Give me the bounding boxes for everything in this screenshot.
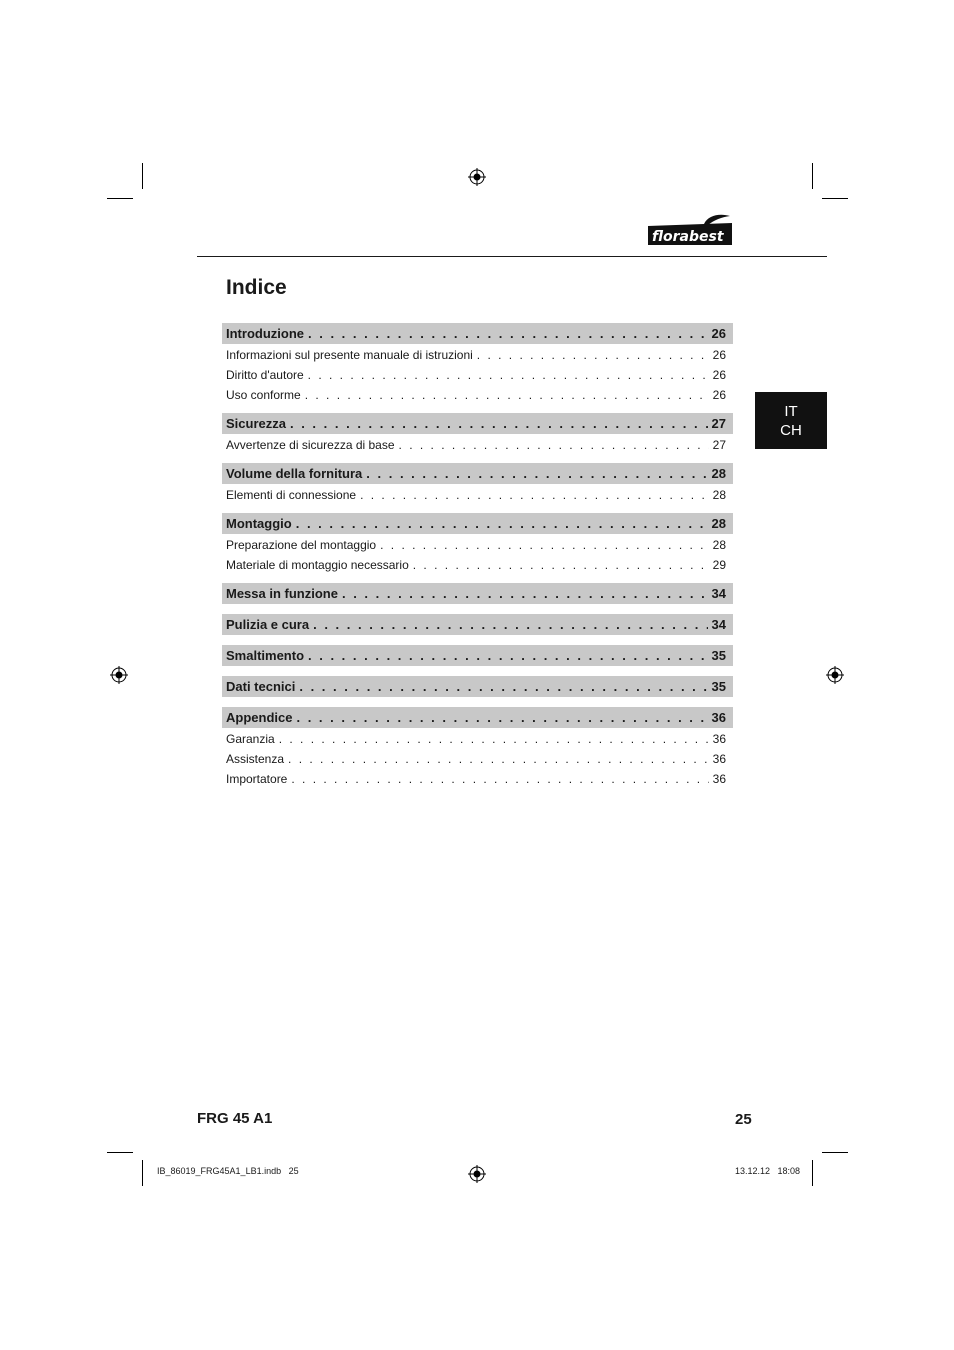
toc-section-page: 36 [711,710,726,725]
toc-item-row [222,729,733,749]
dot-leader [413,558,709,572]
toc-section-page: 34 [711,617,726,632]
toc-section-title: Volume della fornitura [226,466,363,481]
dot-leader [477,348,709,362]
toc-section-title: Appendice [226,710,293,725]
toc-item-title: Preparazione del montaggio [226,538,377,552]
dot-leader [308,368,709,382]
toc-section-row [222,645,733,666]
dot-leader [279,732,709,746]
toc-section-page: 28 [711,516,726,531]
toc-item-page: 26 [712,368,726,382]
toc-section-page: 26 [711,326,726,341]
svg-text:florabest: florabest [652,229,724,245]
dot-leader [296,516,708,531]
toc-item-page: 36 [712,752,726,766]
crop-mark [142,163,143,189]
toc-section-page: 34 [711,586,726,601]
crop-mark [822,1152,848,1153]
toc-section-page: 35 [711,648,726,663]
language-code-it: IT [784,402,798,420]
toc-section-row [222,513,733,534]
toc-item-title: Uso conforme [226,388,301,402]
toc-item-row [222,365,733,385]
table-of-contents [222,323,733,789]
header-rule [197,256,827,257]
registration-mark-icon [110,666,128,684]
page-number: 25 [735,1111,752,1128]
toc-item-row [222,749,733,769]
dot-leader [308,326,708,341]
registration-mark-icon [468,1165,486,1183]
toc-item-page: 26 [712,348,726,362]
dot-leader [308,648,708,663]
toc-section-row [222,413,733,434]
toc-section-page: 35 [711,679,726,694]
crop-mark [142,1160,143,1186]
toc-section-row [222,676,733,697]
registration-mark-icon [468,168,486,186]
toc-section-page: 28 [711,466,726,481]
dot-leader [399,438,709,452]
crop-mark [812,163,813,189]
toc-section-title: Smaltimento [226,648,305,663]
florabest-logo [646,213,734,247]
toc-item-title: Materiale di montaggio necessario [226,558,409,572]
toc-section-title: Messa in funzione [226,586,338,601]
toc-item-title: Avvertenze di sicurezza di base [226,438,395,452]
crop-mark [107,198,133,199]
page-title: Indice [226,276,287,299]
toc-item-title: Elementi di connessione [226,488,357,502]
dot-leader [360,488,709,502]
toc-item-page: 28 [712,488,726,502]
dot-leader [296,710,707,725]
toc-section-title: Introduzione [226,326,304,341]
crop-mark [812,1160,813,1186]
toc-item-row [222,345,733,365]
toc-item-row [222,435,733,455]
toc-section-row [222,583,733,604]
toc-section-row [222,463,733,484]
toc-section-row [222,323,733,344]
toc-item-title: Importatore [226,772,288,786]
toc-item-row [222,485,733,505]
toc-section-row [222,707,733,728]
dot-leader [290,416,708,431]
toc-item-page: 26 [712,388,726,402]
toc-item-title: Assistenza [226,752,285,766]
dot-leader [291,772,708,786]
toc-item-page: 36 [712,772,726,786]
toc-item-title: Garanzia [226,732,275,746]
toc-section-page: 27 [711,416,726,431]
toc-item-row [222,385,733,405]
registration-mark-icon [826,666,844,684]
toc-item-page: 29 [712,558,726,572]
dot-leader [313,617,707,632]
toc-item-title: Informazioni sul presente manuale di istruzioni [226,348,473,362]
toc-section-title: Montaggio [226,516,292,531]
print-slug-file: IB_86019_FRG45A1_LB1.indb 25 [157,1166,299,1176]
toc-item-title: Diritto d'autore [226,368,304,382]
toc-item-page: 27 [712,438,726,452]
dot-leader [299,679,707,694]
toc-section-title: Sicurezza [226,416,286,431]
language-tab [755,392,827,449]
crop-mark [107,1152,133,1153]
dot-leader [342,586,708,601]
dot-leader [305,388,709,402]
dot-leader [380,538,709,552]
toc-section-row [222,614,733,635]
print-slug-date: 13.12.12 18:08 [735,1166,801,1176]
toc-item-row [222,535,733,555]
crop-mark [822,198,848,199]
toc-item-page: 28 [712,538,726,552]
dot-leader [366,466,707,481]
toc-section-title: Dati tecnici [226,679,296,694]
dot-leader [288,752,709,766]
toc-item-page: 36 [712,732,726,746]
language-code-ch: CH [780,421,802,439]
toc-section-title: Pulizia e cura [226,617,310,632]
toc-item-row [222,555,733,575]
model-number: FRG 45 A1 [197,1110,273,1127]
toc-item-row [222,769,733,789]
